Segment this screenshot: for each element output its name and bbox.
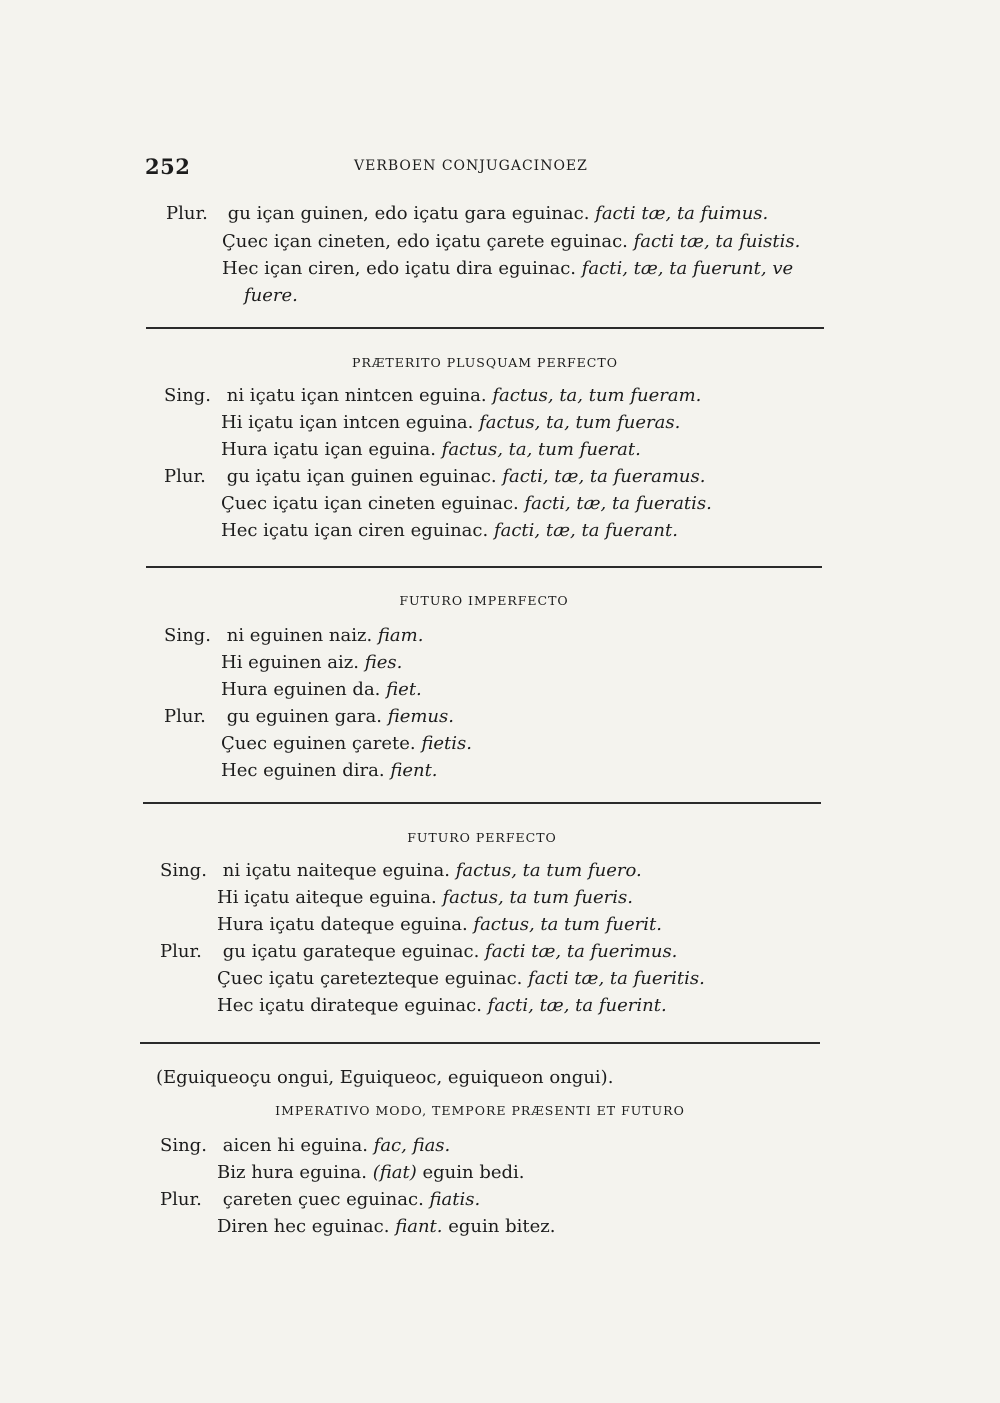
section-heading: FUTURO PERFECTO xyxy=(407,830,557,845)
verse-line xyxy=(166,203,768,224)
page-number: 252 xyxy=(145,154,191,179)
running-head: VERBOEN CONJUGACINOEZ xyxy=(354,158,588,174)
basque-text: çareten çuec eguinac. xyxy=(222,1189,424,1210)
latin-text: (fiat) xyxy=(372,1162,417,1183)
latin-text: fuere. xyxy=(244,285,298,306)
verse-line xyxy=(160,1189,480,1210)
verse-line xyxy=(221,412,680,433)
verse-line xyxy=(217,968,705,989)
basque-text: ni eguinen naiz. xyxy=(226,625,373,646)
number-label: Sing. xyxy=(164,625,211,646)
basque-text: gu içan guinen, edo içatu gara eguinac. xyxy=(227,203,590,224)
latin-text: fies. xyxy=(364,652,403,673)
verse-line xyxy=(164,385,701,406)
verse-line xyxy=(164,625,423,646)
verse-line xyxy=(217,887,633,908)
section-rule xyxy=(146,327,824,329)
basque-text: Çuec içatu içan cineten eguinac. xyxy=(221,493,519,514)
verse-line xyxy=(222,231,800,252)
verse-line xyxy=(160,941,677,962)
latin-text: facti tæ, ta fuerimus. xyxy=(485,941,678,962)
number-label: Plur. xyxy=(160,941,202,962)
parenthetical-note: (Eguiqueoçu ongui, Eguiqueoc, eguiqueon ongui). xyxy=(156,1067,614,1088)
number-label: Sing. xyxy=(164,385,211,406)
verse-line xyxy=(160,860,642,881)
basque-text: gu içatu garateque eguinac. xyxy=(222,941,480,962)
latin-text: fiam. xyxy=(377,625,424,646)
latin-text: fietis. xyxy=(421,733,472,754)
latin-text: facti, tæ, ta fuerunt, ve xyxy=(581,258,794,279)
number-label: Plur. xyxy=(164,706,206,727)
basque-text: Çuec içatu çaretezteque eguinac. xyxy=(217,968,523,989)
latin-text: factus, ta, tum fuerat. xyxy=(441,439,641,460)
basque-text: Hec içatu içan ciren eguinac. xyxy=(221,520,489,541)
latin-text: facti, tæ, ta fuerant. xyxy=(493,520,678,541)
latin-text: facti, tæ, ta fueratis. xyxy=(524,493,712,514)
verse-line xyxy=(160,1135,450,1156)
basque-text: Hec içatu dirateque eguinac. xyxy=(217,995,482,1016)
latin-text: fac, fias. xyxy=(373,1135,451,1156)
section-heading: FUTURO IMPERFECTO xyxy=(399,593,569,608)
number-label: Plur. xyxy=(166,203,208,224)
latin-text: factus, ta tum fuerit. xyxy=(473,914,662,935)
latin-text: facti tæ, ta fuistis. xyxy=(633,231,801,252)
verse-line xyxy=(221,679,422,700)
verse-line xyxy=(217,995,667,1016)
basque-text: ni içatu içan nintcen eguina. xyxy=(226,385,487,406)
latin-text: facti tæ, ta fuimus. xyxy=(595,203,769,224)
verse-line xyxy=(222,258,793,279)
basque-text: Biz hura eguina. xyxy=(217,1162,368,1183)
latin-text: fiatis. xyxy=(429,1189,481,1210)
number-label: Plur. xyxy=(160,1189,202,1210)
number-label: Plur. xyxy=(164,466,206,487)
verse-line xyxy=(164,466,705,487)
latin-text: fiant. xyxy=(395,1216,443,1237)
basque-text: Çuec eguinen çarete. xyxy=(221,733,416,754)
basque-gloss: eguin bitez. xyxy=(448,1216,556,1237)
basque-text: Diren hec eguinac. xyxy=(217,1216,390,1237)
basque-gloss: eguin bedi. xyxy=(422,1162,525,1183)
basque-text: Hi eguinen aiz. xyxy=(221,652,359,673)
basque-text: Hura içatu içan eguina. xyxy=(221,439,436,460)
number-label: Sing. xyxy=(160,860,207,881)
latin-text: facti tæ, ta fueritis. xyxy=(528,968,705,989)
basque-text: Hura eguinen da. xyxy=(221,679,381,700)
basque-text: ni içatu naiteque eguina. xyxy=(222,860,450,881)
verse-line xyxy=(244,285,298,306)
verse-line xyxy=(221,493,712,514)
verse-line xyxy=(221,652,402,673)
latin-text: facti, tæ, ta fueramus. xyxy=(502,466,706,487)
basque-text: Çuec içan cineten, edo içatu çarete eguinac. xyxy=(222,231,628,252)
section-heading: IMPERATIVO MODO, TEMPORE PRÆSENTI ET FUTURO xyxy=(275,1103,685,1118)
verse-line xyxy=(221,439,641,460)
basque-text: aicen hi eguina. xyxy=(222,1135,368,1156)
section-rule xyxy=(146,566,822,568)
section-rule xyxy=(140,1042,820,1044)
verse-line xyxy=(221,520,678,541)
verse-line xyxy=(221,760,438,781)
latin-text: factus, ta, tum fueram. xyxy=(492,385,702,406)
section-heading: PRÆTERITO PLUSQUAM PERFECTO xyxy=(352,355,618,370)
basque-text: gu eguinen gara. xyxy=(226,706,382,727)
basque-text: Hi içatu içan intcen eguina. xyxy=(221,412,474,433)
basque-text: Hec içan ciren, edo içatu dira eguinac. xyxy=(222,258,577,279)
latin-text: factus, ta, tum fueras. xyxy=(479,412,681,433)
verse-line xyxy=(221,733,472,754)
verse-line xyxy=(217,1162,525,1183)
verse-line xyxy=(217,1216,555,1237)
latin-text: factus, ta tum fueris. xyxy=(442,887,633,908)
basque-text: Hura içatu dateque eguina. xyxy=(217,914,468,935)
basque-text: gu içatu içan guinen eguinac. xyxy=(226,466,497,487)
verse-line xyxy=(164,706,454,727)
basque-text: Hec eguinen dira. xyxy=(221,760,385,781)
latin-text: facti, tæ, ta fuerint. xyxy=(487,995,667,1016)
basque-text: Hi içatu aiteque eguina. xyxy=(217,887,437,908)
latin-text: fient. xyxy=(390,760,438,781)
verse-line xyxy=(217,914,662,935)
latin-text: fiet. xyxy=(386,679,422,700)
latin-text: factus, ta tum fuero. xyxy=(455,860,642,881)
section-rule xyxy=(143,802,821,804)
number-label: Sing. xyxy=(160,1135,207,1156)
latin-text: fiemus. xyxy=(387,706,454,727)
